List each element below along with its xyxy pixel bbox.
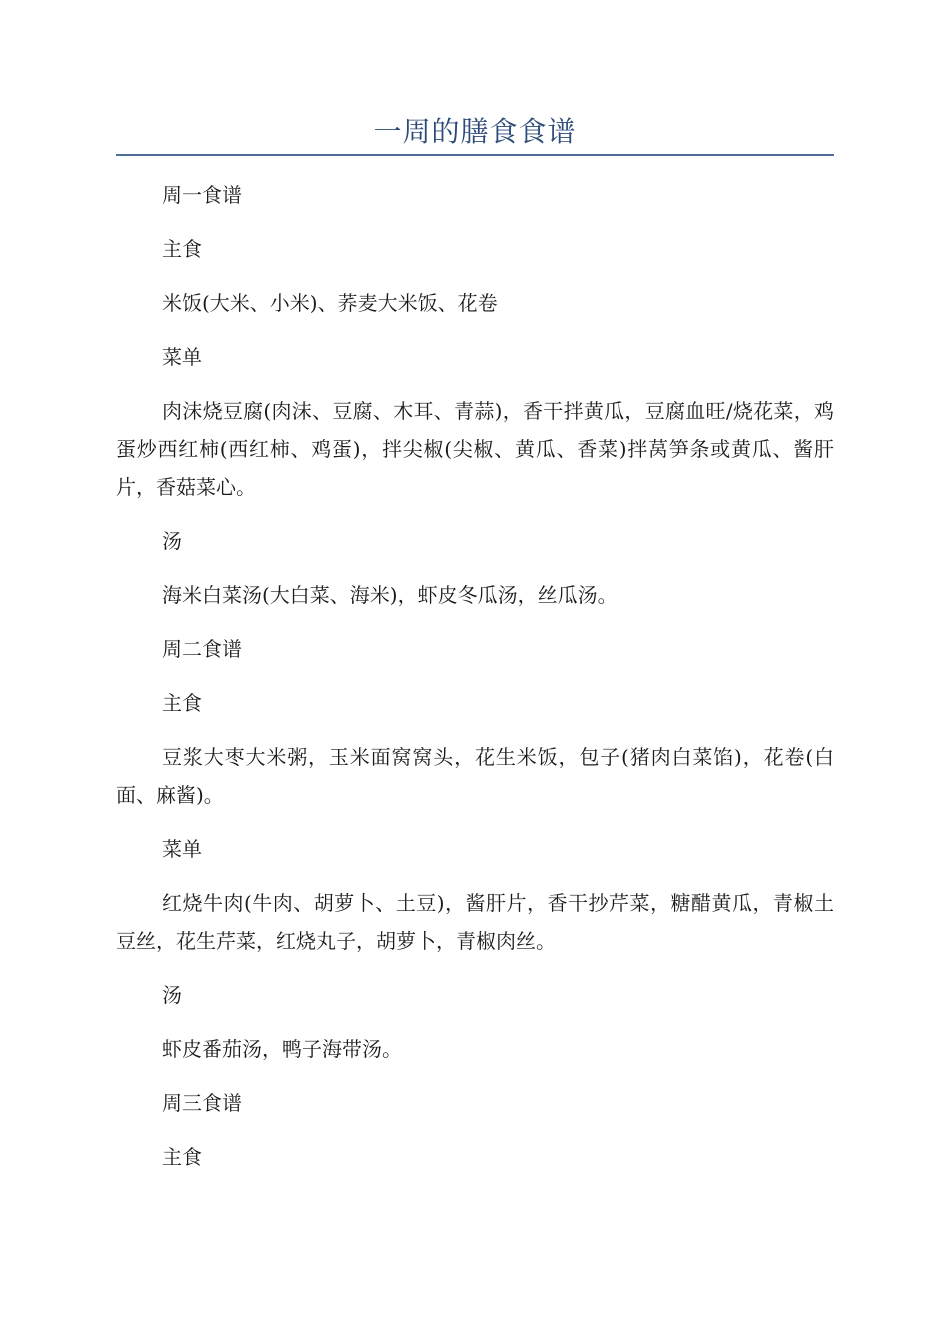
heading-tuesday: 周二食谱: [162, 637, 242, 661]
paragraph-monday-staple: 米饭(大米、小米)、荞麦大米饭、花卷: [162, 291, 498, 315]
subheading-staple: 主食: [162, 691, 202, 715]
paragraph-monday-soup: 海米白菜汤(大白菜、海米)，虾皮冬瓜汤，丝瓜汤。: [162, 583, 618, 607]
subheading-soup: 汤: [162, 983, 182, 1007]
subheading-staple: 主食: [162, 237, 202, 261]
heading-wednesday: 周三食谱: [162, 1091, 242, 1115]
paragraph-tuesday-soup: 虾皮番茄汤，鸭子海带汤。: [162, 1037, 402, 1061]
paragraph-monday-menu: 肉沫烧豆腐(肉沫、豆腐、木耳、青蒜)，香干拌黄瓜，豆腐血旺/烧花菜，鸡蛋炒西红柿(西红柿、鸡蛋)，拌尖椒(尖椒、黄瓜、香菜)拌莴笋条或黄瓜、酱肝片，香菇菜心。: [116, 399, 834, 499]
paragraph-tuesday-menu: 红烧牛肉(牛肉、胡萝卜、土豆)，酱肝片，香干抄芹菜，糖醋黄瓜，青椒土豆丝，花生芹菜，红烧丸子，胡萝卜，青椒肉丝。: [116, 891, 834, 953]
title-underline: [116, 154, 834, 156]
document-title: 一周的膳食食谱: [373, 115, 577, 148]
subheading-menu: 菜单: [162, 837, 202, 861]
paragraph-tuesday-staple: 豆浆大枣大米粥，玉米面窝窝头，花生米饭，包子(猪肉白菜馅)，花卷(白面、麻酱)。: [116, 745, 834, 807]
subheading-menu: 菜单: [162, 345, 202, 369]
heading-monday: 周一食谱: [162, 183, 242, 207]
subheading-staple: 主食: [162, 1145, 202, 1169]
subheading-soup: 汤: [162, 529, 182, 553]
document-body: [116, 176, 834, 1192]
